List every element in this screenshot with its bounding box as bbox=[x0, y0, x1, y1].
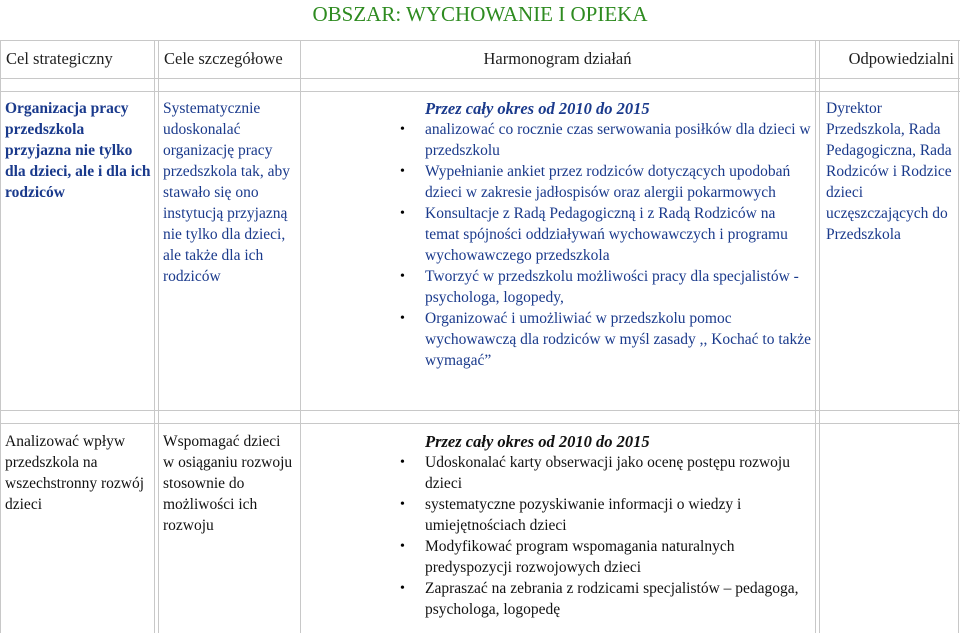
list-item: • Udoskonalać karty obserwacji jako ocenę postępu rozwoju dzieci bbox=[397, 452, 813, 494]
row2-goal: Analizować wpływ przedszkola na wszechstronny rozwój dzieci bbox=[5, 433, 145, 513]
row2-detail: Wspomagać dzieci w osiąganiu rozwoju stosownie do możliwości ich rozwoju bbox=[163, 433, 293, 534]
row1-schedule-head: Przez cały okres od 2010 do 2015 bbox=[425, 99, 650, 118]
row2-action-list bbox=[397, 452, 813, 620]
row2-schedule-head: Przez cały okres od 2010 do 2015 bbox=[425, 432, 650, 451]
list-item: • Konsultacje z Radą Pedagogiczną i z Radą Rodziców na temat spójności oddziaływań wychowawczych i programu wychowawczego przedszkola bbox=[397, 203, 813, 266]
header-cel-strategiczny: Cel strategiczny bbox=[6, 49, 113, 68]
header-odpowiedzialni: Odpowiedzialni bbox=[848, 49, 954, 68]
page-title: OBSZAR: WYCHOWANIE I OPIEKA bbox=[312, 2, 648, 26]
list-item: • systematyczne pozyskiwanie informacji o wiedzy i umiejętnościach dzieci bbox=[397, 494, 813, 536]
row1-detail: Systematycznie udoskonalać organizację pracy przedszkola tak, aby stawało się ono instytucją przyjazną nie tylko dla dzieci, ale także dla ich rodziców bbox=[163, 100, 290, 285]
row1-action-list bbox=[397, 119, 813, 371]
list-item: • Zapraszać na zebrania z rodzicami specjalistów – pedagoga, psychologa, logopedę bbox=[397, 578, 813, 620]
list-item: • Wypełnianie ankiet przez rodziców dotyczących upodobań dzieci w zakresie jadłospisów oraz alergii pokarmowych bbox=[397, 161, 813, 203]
row1-schedule bbox=[397, 98, 813, 371]
list-item: • Tworzyć w przedszkolu możliwości pracy dla specjalistów -psychologa, logopedy, bbox=[397, 266, 813, 308]
header-harmonogram: Harmonogram działań bbox=[483, 49, 632, 68]
row2-schedule bbox=[397, 431, 813, 620]
list-item: • analizować co rocznie czas serwowania posiłków dla dzieci w przedszkolu bbox=[397, 119, 813, 161]
row1-responsible: Dyrektor Przedszkola, Rada Pedagogiczna, Rada Rodziców i Rodzice dzieci uczęszczających do Przedszkola bbox=[826, 100, 952, 243]
row1-goal: Organizacja pracy przedszkola przyjazna nie tylko dla dzieci, ale i dla ich rodziców bbox=[5, 100, 151, 201]
list-item: • Modyfikować program wspomagania naturalnych predyspozycji rozwojowych dzieci bbox=[397, 536, 813, 578]
header-cele-szczegolowe: Cele szczegółowe bbox=[164, 49, 283, 68]
list-item: • Organizować i umożliwiać w przedszkolu pomoc wychowawczą dla rodziców w myśl zasady ,, Kochać to także wymagać” bbox=[397, 308, 813, 371]
